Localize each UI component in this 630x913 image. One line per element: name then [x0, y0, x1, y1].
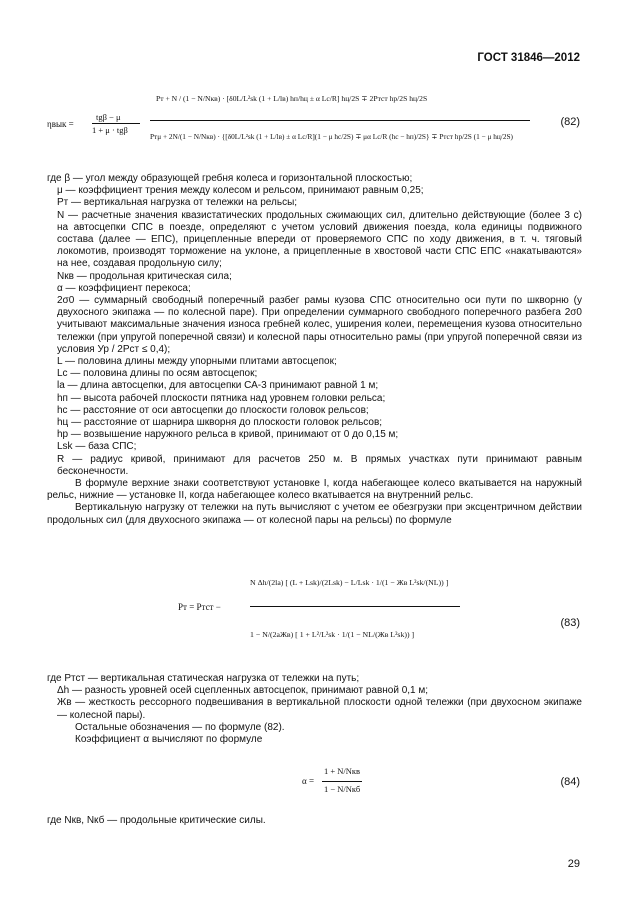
formula-83-denominator: 1 − N/(2aЖв) [ 1 + L²/L²sk · 1/(1 − NL/(Жв L²sk)) ] [250, 630, 415, 639]
list-item: lа — длина автосцепки, для автосцепки СА-3 принимают равной 1 м; [57, 380, 379, 392]
formula-84-numerator: 1 + N/Nкв [324, 766, 361, 776]
paragraph-alpha: Коэффициент α вычисляют по формуле [75, 734, 263, 746]
paragraph-other-symbols: Остальные обозначения — по формуле (82). [75, 721, 285, 733]
paragraph-vertical-load: Вертикальную нагрузку от тележки на путь вычисляют с учетом ее обезгрузки при эксцентричном действии продольных сил (для двухосного экипажа — от колесной пары на рельсы) по формуле [47, 502, 582, 526]
formula-82-numerator: Pт + N / (1 − N/Nкв) · [δ0L/L²sk (1 + L/lв) hп/hц ± α Lc/R] hц/2S ∓ 2Pтст hр/2S hц/2S [156, 94, 428, 103]
formula-82-number: (82) [560, 116, 580, 128]
where-intro: где Pтст — вертикальная статическая нагрузка от тележки на путь; [47, 673, 360, 684]
closing-line: где Nкв, Nкб — продольные критические силы. [47, 815, 266, 826]
document-code: ГОСТ 31846—2012 [477, 52, 580, 64]
list-item: Pт — вертикальная нагрузка от тележки на рельсы; [57, 197, 298, 209]
list-item: N — расчетные значения квазистатических продольных сжимающих сил, длительно действующие (более 3 с) на автосцепки СПС в поезде, определяют с учетом условий движения поезда, кола единицы подвижного состава (далее — ЕПС), прицепленные впереди от проверяемого СПС по ходу движения, в т. ч. тяговый локомотив, производят торможение на уклоне, а прицепленные в хвостовой части СПС ЕПС «накатываются» на нее, создавая продольную силу; [57, 209, 582, 270]
list-item: hп — высота рабочей плоскости пятника над уровнем головки рельса; [57, 392, 386, 404]
list-item: Жв — жесткость рессорного подвешивания в вертикальной плоскости одной тележки (при двухосном экипаже — колесной пары). [57, 697, 582, 721]
formula-82-fraction-bar [150, 120, 530, 121]
paragraph-signs: В формуле верхние знаки соответствуют установке I, когда набегающее колесо вкатывается на наружный рельс, нижние — установке II, когда набегающее колесо вкатывается на внутренний рельс. [47, 478, 582, 502]
list-item: Nкв — продольная критическая сила; [57, 270, 232, 282]
list-item: α — коэффициент перекоса; [57, 282, 191, 294]
formula-84-lhs: α = [302, 776, 315, 786]
formula-82-denominator: Pтμ + 2N/(1 − N/Nкв) · {[δ0L/L²sk (1 + L/lв) ± α Lc/R](1 − μ hc/2S) ∓ μα Lc/R (hc − hп)/2S} ∓ Pтст hр/2S (1 − μ hц/2S) [150, 132, 513, 141]
formula-84-fraction-bar [322, 781, 362, 782]
symbol-list [47, 685, 582, 722]
where-intro: где β — угол между образующей гребня колеса и горизонтальной плоскостью; [47, 173, 413, 184]
formula-83-number: (83) [560, 617, 580, 629]
list-item: hр — возвышение наружного рельса в кривой, принимают от 0 до 0,15 м; [57, 429, 399, 441]
formula-83-lhs: Pт = Pтст − [178, 602, 221, 612]
list-item: R — радиус кривой, принимают для расчетов 250 м. В прямых участках пути принимают равным бесконечности. [57, 453, 582, 477]
formula-83 [0, 562, 630, 672]
formula-84-denominator: 1 − N/Nкб [324, 784, 361, 794]
formula-82-lhs: ηвык = [47, 119, 74, 129]
list-item: Δh — разность уровней осей сцепленных автосцепок, принимают равной 0,1 м; [57, 685, 429, 697]
symbol-list [47, 185, 582, 478]
formula-82-prefactor-num: tgβ − μ [96, 112, 121, 122]
formula-83-numerator: N Δh/(2lа) [ (L + Lsk)/(2Lsk) − L/Lsk · 1/(1 − Жв L²sk/(NL)) ] [250, 578, 449, 587]
formula-84 [0, 760, 630, 808]
list-item: Lsk — база СПС; [57, 441, 137, 453]
where-block-2 [47, 673, 582, 746]
list-item: μ — коэффициент трения между колесом и рельсом, принимают равным 0,25; [57, 185, 424, 197]
list-item: hc — расстояние от оси автосцепки до плоскости головок рельсов; [57, 404, 369, 416]
list-item: L — половина длины между упорными плитами автосцепок; [57, 356, 337, 368]
page-number: 29 [567, 858, 580, 870]
where-block-1 [47, 173, 582, 527]
list-item: Lc — половина длины по осям автосцепок; [57, 368, 258, 380]
list-item: hц — расстояние от шарнира шкворня до плоскости головок рельсов; [57, 417, 383, 429]
formula-82 [0, 88, 630, 158]
formula-84-number: (84) [560, 776, 580, 788]
formula-82-prefactor-den: 1 + μ · tgβ [92, 125, 128, 135]
formula-83-fraction-bar [250, 606, 460, 607]
list-item: 2σ0 — суммарный свободный поперечный разбег рамы кузова СПС относительно оси пути по шкворню (у двухосного экипажа — по колесной паре). При определении суммарного свободного поперечного разбега 2σ0 учитывают максимальные значения износа гребней колес, уширения колеи, перемещения кузова относительно тележки (при упругой поперечной связи) и колесной пары относительно рамы (при упругой поперечной связи из условия Ур / 2Рст ≤ 0,4); [57, 295, 582, 355]
